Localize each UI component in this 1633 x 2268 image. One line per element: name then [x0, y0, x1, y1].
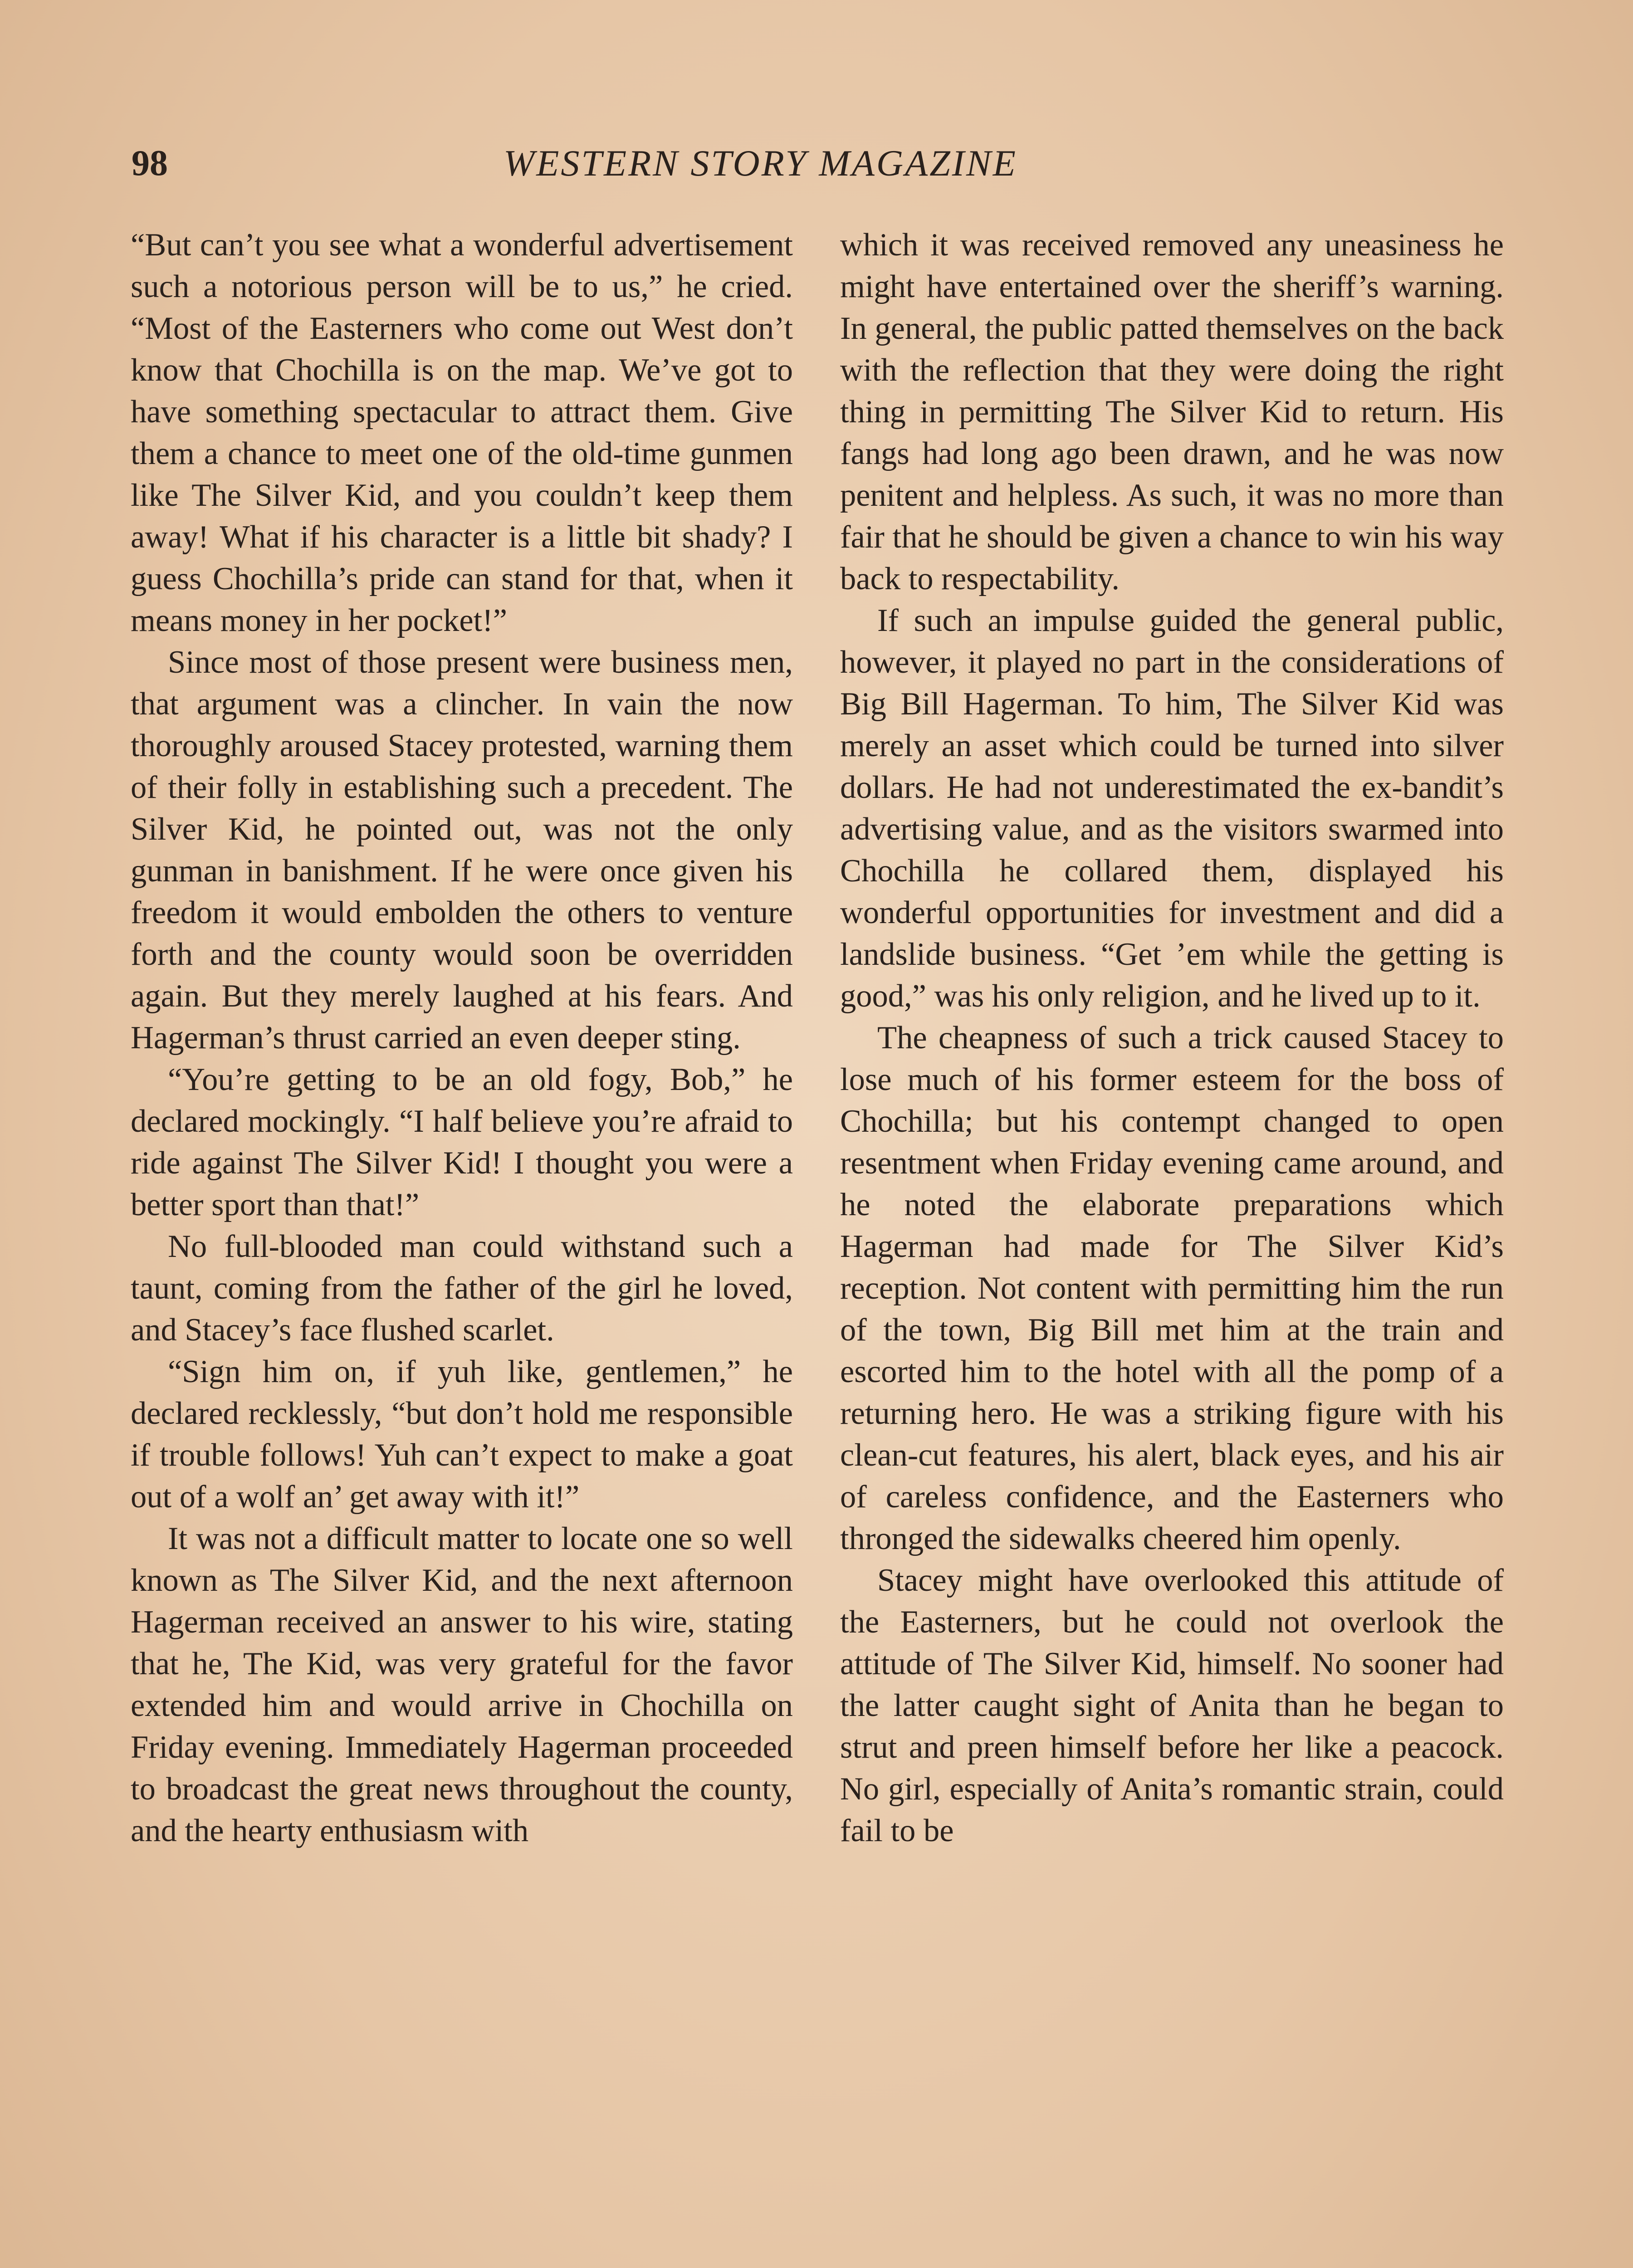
paragraph: It was not a difficult matter to locate one so well known as The Silver Kid, and the next afternoon Hagerman received an answer to his wire, stating that he, The Kid, was very grateful for the favor extended him and would arrive in Chochilla on Friday evening. Immediately Hagerman proceeded to broadcast the great news throughout the county, and the hearty enthusiasm with — [131, 1521, 793, 1848]
paragraph: “But can’t you see what a wonderful advertisement such a notorious person will be to us,” he cried. “Most of the Easterners who come out West don’t know that Chochilla is on the map. We’ve got to have something spectacular to attract them. Give them a chance to meet one of the old-time gunmen like The Silver Kid, and you couldn’t keep them away! What if his character is a little bit shady? I guess Chochilla’s pride can stand for that, when it means money in her pocket!” — [131, 227, 793, 638]
paragraph: If such an impulse guided the general public, however, it played no part in the considerations of Big Bill Hagerman. To him, The Silver Kid was merely an asset which could be turned into silver dollars. He had not underestimated the ex-bandit’s advertising value, and as the visitors swarmed into Chochilla he collared them, displayed his wonderful opportunities for investment and did a landslide business. “Get ’em while the getting is good,” was his only religion, and he lived up to it. — [840, 603, 1504, 1014]
paragraph: “Sign him on, if yuh like, gentlemen,” he declared recklessly, “but don’t hold me responsible if trouble follows! Yuh can’t expect to make a goat out of a wolf an’ get away with it!” — [131, 1354, 793, 1515]
page-number: 98 — [132, 143, 168, 183]
paragraph: No full-blooded man could withstand such a taunt, coming from the father of the girl he loved, and Stacey’s face flushed scarlet. — [131, 1229, 793, 1348]
paragraph: The cheapness of such a trick caused Stacey to lose much of his former esteem for the boss of Chochilla; but his contempt changed to open resentment when Friday evening came around, and he noted the elaborate preparations which Hagerman had made for The Silver Kid’s reception. Not content with permitting him the run of the town, Big Bill met him at the train and escorted him to the hotel with all the pomp of a returning hero. He was a striking figure with his clean-cut features, his alert, black eyes, and his air of careless confidence, and the Easterners who thronged the sidewalks cheered him openly. — [840, 1020, 1504, 1556]
paragraph: “You’re getting to be an old fogy, Bob,” he declared mockingly. “I half believe you’re afraid to ride against The Silver Kid! I thought you were a better sport than that!” — [131, 1062, 793, 1222]
paragraph: Since most of those present were business men, that argument was a clincher. In vain the now thoroughly aroused Stacey protested, warning them of their folly in establishing such a precedent. The Silver Kid, he pointed out, was not the only gunman in banishment. If he were once given his freedom it would embolden the others to venture forth and the county would soon be overridden again. But they merely laughed at his fears. And Hagerman’s thrust carried an even deeper sting. — [131, 645, 793, 1056]
paragraph: which it was received removed any uneasiness he might have entertained over the sheriff’s warning. In general, the public patted themselves on the back with the reflection that they were doing the right thing in permitting The Silver Kid to return. His fangs had long ago been drawn, and he was now penitent and helpless. As such, it was no more than fair that he should be given a chance to win his way back to respectability. — [840, 227, 1504, 596]
right-column — [840, 224, 1504, 1852]
page-header — [132, 136, 1134, 191]
magazine-title: WESTERN STORY MAGAZINE — [504, 142, 1017, 184]
paragraph: Stacey might have overlooked this attitude of the Easterners, but he could not overlook the attitude of The Silver Kid, himself. No sooner had the latter caught sight of Anita than he began to strut and preen himself before her like a peacock. No girl, especially of Anita’s romantic strain, could fail to be — [840, 1563, 1504, 1848]
left-column — [131, 224, 793, 1852]
